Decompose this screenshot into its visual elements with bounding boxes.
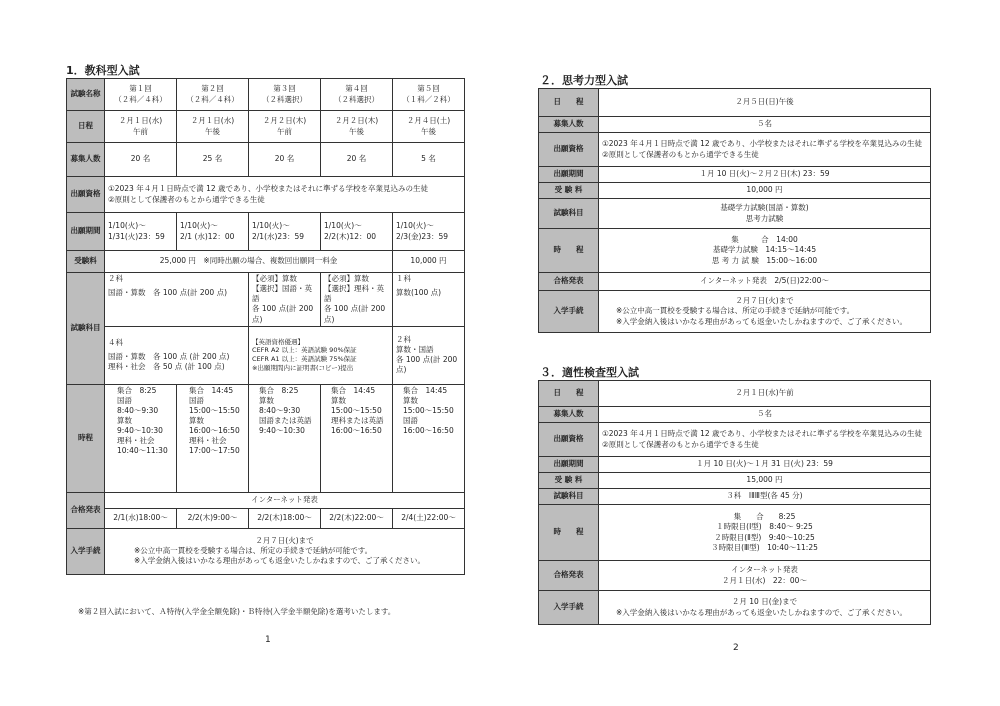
s2-label: 出願期間 — [539, 167, 599, 183]
fee-main: 25,000 円 ※同時出願の場合、複数回出願同一料金 — [105, 251, 393, 273]
s3-row — [539, 407, 931, 423]
row-label-announce: 合格発表 — [67, 492, 105, 528]
s2-row — [539, 117, 931, 133]
round-2-date: ２月１日(水) 午後 — [177, 111, 249, 143]
s2-value — [599, 89, 931, 117]
s3-line: ２時限目(Ⅱ型) 9:40～10:25 — [714, 532, 815, 542]
s2-line: 思考力試験 — [745, 213, 784, 223]
s2-value — [599, 199, 931, 229]
s3-label: 募集人数 — [539, 407, 599, 423]
s2-label: 合格発表 — [539, 273, 599, 291]
s2-value — [599, 183, 931, 199]
round-5-quota: 5 名 — [393, 143, 465, 177]
round-1-period: 1/10(火)～ 1/31(火)23：59 — [105, 213, 177, 251]
s3-value — [599, 561, 931, 591]
footnote: ※第２回入試において、Ａ特待(入学金全額免除)・Ｂ特待(入学金半額免除)を選考いたします。 — [78, 607, 396, 616]
s3-line: ２月１日(水)午前 — [735, 388, 794, 398]
s3-row — [539, 381, 931, 407]
round-1-announce: 2/1(水)18:00～ — [105, 508, 177, 528]
s3-line: ②原則として保護者のもとから通学できる生徒 — [602, 439, 759, 449]
announce-method: インターネット発表 — [105, 492, 465, 508]
s3-line: ２月 10 日(金)まで — [731, 597, 798, 607]
round-5-schedule: 集合 14:45 算数 15:00～15:50 国語 16:00～16:50 — [393, 384, 465, 492]
s2-value — [599, 167, 931, 183]
s3-value — [599, 473, 931, 489]
round-5-date: ２月４日(土) 午後 — [393, 111, 465, 143]
s3-line: 集 合 8:25 — [733, 512, 796, 522]
s2-line: １月 10 日(火)～２月２日(木) 23：59 — [699, 169, 830, 179]
s2-line: 基礎学力試験 14:15～14:45 — [712, 245, 817, 255]
row-label-schedule: 時程 — [67, 384, 105, 492]
s2-line: 思 考 力 試 験 15:00～16:00 — [711, 255, 818, 265]
s2-label: 時 程 — [539, 229, 599, 273]
s3-label: 出願期間 — [539, 457, 599, 473]
s2-row — [539, 133, 931, 167]
s2-row — [539, 183, 931, 199]
s2-line: ２月５日(日)午後 — [735, 97, 794, 107]
exam-table-2 — [538, 88, 931, 333]
s3-line: ２月１日(水) 22：00～ — [722, 575, 807, 585]
english-qualification: 【英語資格優遇】 CEFR A2 以上：英語試験 90%保証 CEFR A1 以上：英語試験 75%保証 ※出願期間内に証明書(コピー)提出 — [249, 326, 393, 384]
s2-row — [539, 229, 931, 273]
round-4-announce: 2/2(木)22:00～ — [321, 508, 393, 528]
s3-line: １月 10 日(火)～１月 31 日(火) 23：59 — [696, 459, 833, 469]
round-3-schedule: 集合 8:25 算数 8:40～9:30 国語または英語 9:40～10:30 — [249, 384, 321, 492]
section-2-title: ２．思考力型入試 — [540, 74, 628, 87]
s3-row — [539, 457, 931, 473]
s3-value — [599, 505, 931, 561]
s2-value — [599, 291, 931, 333]
row-label-name: 試験名称 — [67, 79, 105, 111]
round-3-period: 1/10(火)～ 2/1(水)23：59 — [249, 213, 321, 251]
s2-line: ２月７日(火)まで — [735, 296, 794, 306]
row-label-procedure: 入学手続 — [67, 528, 105, 574]
s3-value — [599, 489, 931, 505]
subjects-round-5-2ka: ２科 算数・国語 各 100 点(計 200 点) — [393, 326, 465, 384]
s3-value — [599, 457, 931, 473]
subjects-4ka: ４科 国語・算数 各 100 点 (計 200 点) 理科・社会 各 50 点 (計 100 点) — [105, 326, 249, 384]
s3-label: 出願資格 — [539, 423, 599, 457]
round-4-period: 1/10(火)～ 2/2(木)12：00 — [321, 213, 393, 251]
round-1-date: ２月１日(水) 午前 — [105, 111, 177, 143]
s3-row — [539, 561, 931, 591]
round-2-name: 第２回 （２科／４科） — [177, 79, 249, 111]
s2-line: インターネット発表 2/5(日)22:00～ — [700, 276, 829, 286]
round-3-date: ２月２日(木) 午前 — [249, 111, 321, 143]
s3-label: 試験科目 — [539, 489, 599, 505]
s3-row — [539, 423, 931, 457]
section-1-title: 1．教科型入試 — [66, 64, 140, 77]
eligibility-cell: ①2023 年４月１日時点で満 12 歳であり、小学校またはそれに準ずる学校を卒業見込みの生徒 ②原則として保護者のもとから通学できる生徒 — [105, 177, 465, 213]
s2-value — [599, 229, 931, 273]
s3-label: 合格発表 — [539, 561, 599, 591]
s2-label: 入学手続 — [539, 291, 599, 333]
s2-value — [599, 273, 931, 291]
exam-table-1 — [66, 78, 465, 575]
s3-line: １時限目(Ⅰ型) 8:40～ 9:25 — [716, 522, 813, 532]
row-label-date: 日程 — [67, 111, 105, 143]
round-5-name: 第５回 （１科／２科） — [393, 79, 465, 111]
row-label-eligibility: 出願資格 — [67, 177, 105, 213]
subjects-round-5-1ka: １科 算数(100 点) — [393, 273, 465, 327]
s3-value — [599, 381, 931, 407]
s3-value — [599, 407, 931, 423]
fee-round-5: 10,000 円 — [393, 251, 465, 273]
round-4-quota: 20 名 — [321, 143, 393, 177]
s3-value — [599, 591, 931, 625]
s2-label: 試験科目 — [539, 199, 599, 229]
round-2-period: 1/10(火)～ 2/1 (水)12：00 — [177, 213, 249, 251]
s3-label: 時 程 — [539, 505, 599, 561]
s3-value — [599, 423, 931, 457]
page-number-1: 1 — [265, 635, 271, 645]
s2-row — [539, 273, 931, 291]
round-5-announce: 2/4(土)22:00～ — [393, 508, 465, 528]
round-2-announce: 2/2(木)9:00～ — [177, 508, 249, 528]
s2-row — [539, 167, 931, 183]
subjects-2ka: ２科 国語・算数 各 100 点(計 200 点) — [105, 273, 249, 327]
s2-row — [539, 199, 931, 229]
s2-line: 基礎学力試験(国語・算数) — [720, 203, 809, 213]
row-label-period: 出願期間 — [67, 213, 105, 251]
page-number-2: 2 — [733, 643, 739, 653]
s2-label: 出願資格 — [539, 133, 599, 167]
s3-row — [539, 489, 931, 505]
row-label-quota: 募集人数 — [67, 143, 105, 177]
s3-line: ①2023 年４月１日時点で満 12 歳であり、小学校またはそれに準ずる学校を卒業見込みの生徒 — [602, 429, 923, 439]
s3-row — [539, 591, 931, 625]
s2-label: 日 程 — [539, 89, 599, 117]
s2-row — [539, 89, 931, 117]
round-5-period: 1/10(火)～ 2/3(金)23：59 — [393, 213, 465, 251]
s2-value — [599, 117, 931, 133]
round-1-schedule: 集合 8:25 国語 8:40～9:30 算数 9:40～10:30 理科・社会 10:40～11:30 — [105, 384, 177, 492]
procedure-cell: ２月７日(火)まで ※公立中高一貫校を受験する場合は、所定の手続きで延納が可能です。 ※入学金納入後はいかなる理由があっても返金いたしかねますので、ご了承ください。 — [105, 528, 465, 574]
exam-table-3 — [538, 380, 931, 625]
s3-line: インターネット発表 — [731, 565, 798, 575]
s2-row — [539, 291, 931, 333]
s2-line: 10,000 円 — [746, 185, 783, 195]
round-4-schedule: 集合 14:45 算数 15:00～15:50 理科または英語 16:00～16:50 — [321, 384, 393, 492]
round-3-name: 第３回 （２科選択） — [249, 79, 321, 111]
round-2-quota: 25 名 — [177, 143, 249, 177]
s2-line: ※公立中高一貫校を受験する場合は、所定の手続きで延納が可能です。 — [616, 306, 855, 316]
s2-line: 集 合 14:00 — [731, 235, 798, 245]
round-1-name: 第１回 （２科／４科） — [105, 79, 177, 111]
section-3-title: ３．適性検査型入試 — [540, 366, 639, 379]
s3-line: ３科 ⅠⅡⅢ型(各 45 分) — [726, 491, 803, 501]
s2-value — [599, 133, 931, 167]
round-4-name: 第４回 （２科選択） — [321, 79, 393, 111]
row-label-fee: 受験料 — [67, 251, 105, 273]
s3-row — [539, 473, 931, 489]
s2-line: ②原則として保護者のもとから通学できる生徒 — [602, 149, 759, 159]
round-1-quota: 20 名 — [105, 143, 177, 177]
subjects-round-3: 【必須】算数 【選択】国語・英語 各 100 点(計 200 点) — [249, 273, 321, 327]
s3-label: 受 験 料 — [539, 473, 599, 489]
s3-line: ３時限目(Ⅲ型) 10:40～11:25 — [711, 542, 818, 552]
s3-row — [539, 505, 931, 561]
s3-label: 入学手続 — [539, 591, 599, 625]
s3-line: ５名 — [757, 409, 772, 419]
round-4-date: ２月２日(木) 午後 — [321, 111, 393, 143]
page-2 — [500, 0, 1000, 706]
s3-line: 15,000 円 — [746, 475, 783, 485]
s2-line: ５名 — [757, 119, 772, 129]
s3-label: 日 程 — [539, 381, 599, 407]
s3-line: ※入学金納入後はいかなる理由があっても返金いたしかねますので、ご了承ください。 — [616, 607, 908, 617]
s2-line: ※入学金納入後はいかなる理由があっても返金いたしかねますので、ご了承ください。 — [616, 316, 908, 326]
row-label-subjects: 試験科目 — [67, 273, 105, 385]
round-3-announce: 2/2(木)18:00～ — [249, 508, 321, 528]
subjects-round-4: 【必須】算数 【選択】理科・英語 各 100 点(計 200 点) — [321, 273, 393, 327]
s2-line: ①2023 年４月１日時点で満 12 歳であり、小学校またはそれに準ずる学校を卒業見込みの生徒 — [602, 139, 923, 149]
s2-label: 募集人数 — [539, 117, 599, 133]
round-3-quota: 20 名 — [249, 143, 321, 177]
round-2-schedule: 集合 14:45 国語 15:00～15:50 算数 16:00～16:50 理科・社会 17:00～17:50 — [177, 384, 249, 492]
s2-label: 受 験 料 — [539, 183, 599, 199]
